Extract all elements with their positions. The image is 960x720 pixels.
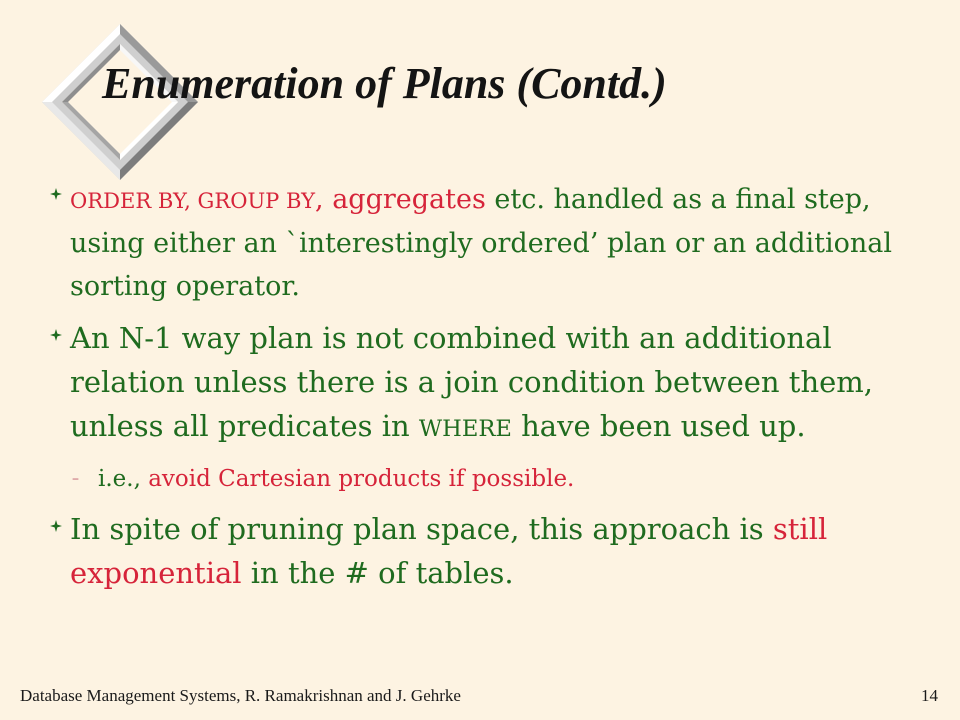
sub-bullet-prefix: i.e., xyxy=(98,466,141,492)
bullet-text-highlight: ORDER BY, GROUP BY xyxy=(70,188,316,213)
bullet-text: in the # of tables. xyxy=(241,556,514,590)
sub-bullet-item xyxy=(44,461,924,497)
bullet-item xyxy=(44,316,924,451)
bullet-text: have been used up. xyxy=(511,409,806,443)
diamond-bullet-icon xyxy=(50,329,62,341)
bullet-text-highlight: , aggregates xyxy=(315,184,486,215)
bullet-text-highlight: still exponential xyxy=(70,512,828,590)
bullet-item xyxy=(44,178,924,308)
sub-bullet-dash: – xyxy=(72,471,79,487)
diamond-bullet-icon xyxy=(50,520,62,532)
slide-title: Enumeration of Plans (Contd.) xyxy=(102,59,667,108)
bullet-text: An N-1 way plan is not combined with an additional relation unless there is a join condition between them, unless all predicates in xyxy=(70,321,874,443)
diamond-bullet-icon xyxy=(50,188,62,200)
page-number: 14 xyxy=(921,686,938,705)
sub-bullet-text: avoid Cartesian products if possible. xyxy=(140,466,575,492)
footer-source: Database Management Systems, R. Ramakrishnan and J. Gehrke xyxy=(20,686,461,705)
bullet-item xyxy=(44,507,924,595)
bullet-text: etc. handled as a final step, using either an `interestingly ordered’ plan or an additional sorting operator. xyxy=(70,184,892,302)
slide-content xyxy=(44,178,924,595)
bullet-text-keyword: WHERE xyxy=(418,416,512,442)
bullet-text: In spite of pruning plan space, this approach is xyxy=(70,512,773,546)
